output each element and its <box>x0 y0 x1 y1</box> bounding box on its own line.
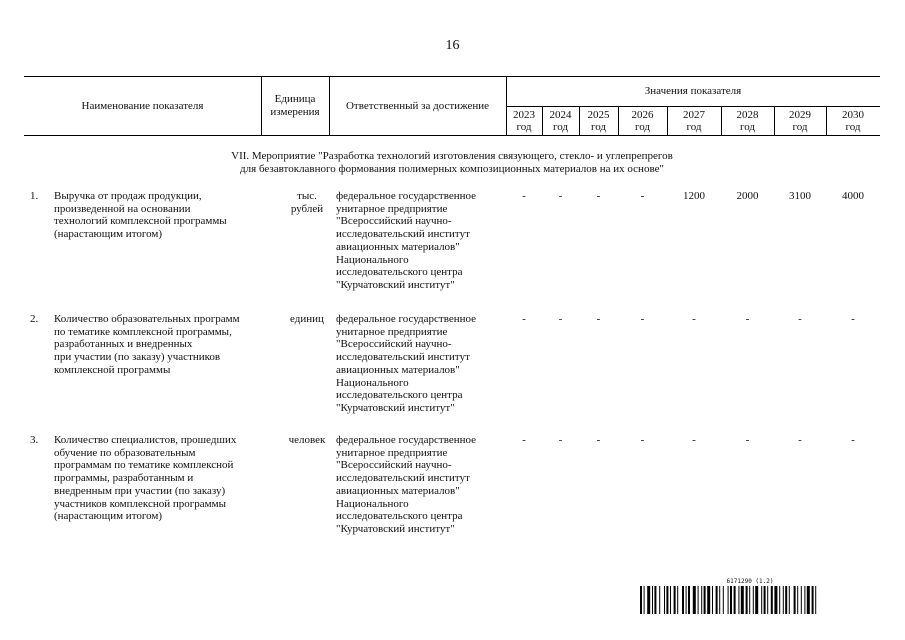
indicator-unit: единиц <box>290 313 324 325</box>
value-2030: - <box>851 434 855 446</box>
header-values: Значения показателя <box>644 85 742 97</box>
value-2028: - <box>745 434 750 446</box>
value-2025: - <box>596 313 601 325</box>
indicator-unit: человек <box>288 434 326 446</box>
responsible-org: федеральное государственное унитарное предприятие "Всероссийский научно- исследовательский институт авиационных материалов" Национального исследовательского центра "Курчатовский институт" <box>336 190 477 291</box>
header-bottom-line <box>24 135 880 136</box>
value-2029: - <box>798 434 802 446</box>
responsible-org: федеральное государственное унитарное предприятие "Всероссийский научно- исследовательский институт авиационных материалов" Национального исследовательского центра "Курчатовский институт" <box>336 313 477 414</box>
indicator-unit: тыс. рублей <box>290 190 324 215</box>
header-year: 2025 год <box>587 109 610 133</box>
header-year: 2027 год <box>683 109 705 133</box>
value-2030: 4000 <box>842 190 864 202</box>
header-name: Наименование показателя <box>81 100 204 112</box>
header-year: 2026 год <box>631 109 654 133</box>
value-2027: 1200 <box>683 190 705 202</box>
header-top-line <box>24 76 880 77</box>
indicator-name: Количество специалистов, прошедших обучение по образовательным программам по тематике комплексной программы, разработанным и внедренным при участии (по заказу) участников комплексной программы (нарастающим итогом) <box>54 434 237 523</box>
indicator-name: Выручка от продаж продукции, произведенной на основании технологий комплексной программы (нарастающим итогом) <box>54 190 227 241</box>
value-2030: - <box>851 313 855 325</box>
header-responsible: Ответственный за достижение <box>345 100 490 112</box>
header-year: 2030 год <box>842 109 864 133</box>
value-2023: - <box>522 313 526 325</box>
section-title: VII. Мероприятие "Разработка технологий изготовления связующего, стекло- и углепрепрегов для безавтоклавного формования полимерных композиционных материалов на их основе" <box>231 150 673 175</box>
value-2024: - <box>558 313 563 325</box>
row-number: 1. <box>30 190 39 202</box>
row-number: 3. <box>30 434 39 446</box>
value-2026: - <box>640 313 645 325</box>
header-year: 2023 год <box>513 109 535 133</box>
barcode <box>640 586 884 614</box>
value-2023: - <box>522 190 526 202</box>
value-2027: - <box>692 313 696 325</box>
value-2025: - <box>596 190 601 202</box>
value-2028: - <box>745 313 750 325</box>
responsible-org: федеральное государственное унитарное предприятие "Всероссийский научно- исследовательский институт авиационных материалов" Национального исследовательского центра "Курчатовский институт" <box>336 434 477 535</box>
value-2028: 2000 <box>736 190 759 202</box>
row-number: 2. <box>30 313 39 325</box>
value-2026: - <box>640 190 645 202</box>
value-2029: 3100 <box>789 190 811 202</box>
indicator-name: Количество образовательных программ по тематике комплексной программы, разработанных и внедренных при участии (по заказу) участников комплексной программы <box>54 313 240 376</box>
value-2025: - <box>596 434 601 446</box>
header-year: 2028 год <box>736 109 759 133</box>
header-year: 2029 год <box>789 109 811 133</box>
header-unit: Единица измерения <box>270 93 320 118</box>
value-2023: - <box>522 434 526 446</box>
value-2026: - <box>640 434 645 446</box>
value-2024: - <box>558 434 563 446</box>
page-number: 16 <box>445 38 460 53</box>
value-2029: - <box>798 313 802 325</box>
barcode-label: 6171290 (1.2) <box>726 578 774 585</box>
value-2027: - <box>692 434 696 446</box>
table-header <box>24 76 880 136</box>
value-2024: - <box>558 190 563 202</box>
header-year: 2024 год <box>549 109 572 133</box>
